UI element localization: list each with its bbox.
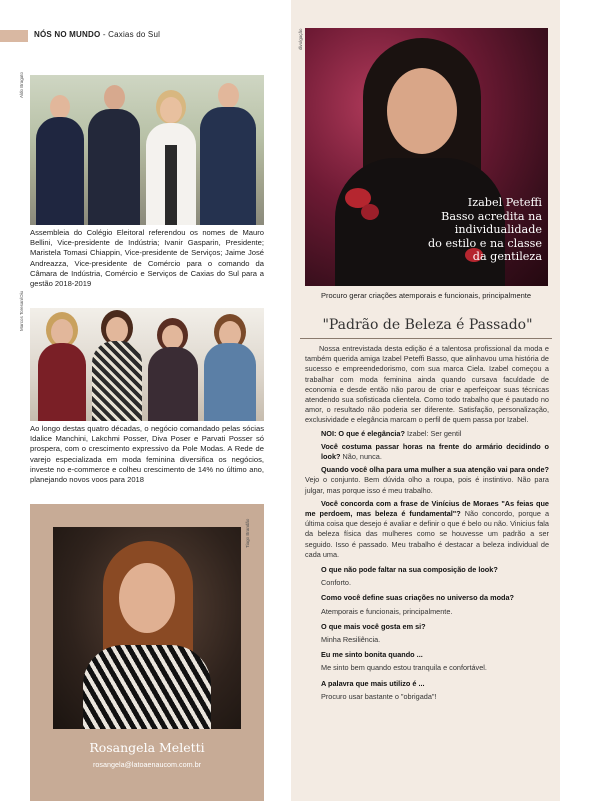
feature-photo-caption: Izabel Peteffi Basso acredita na individualidade do estilo e na classe da gentileza [428,196,542,263]
person-figure [146,97,196,225]
photo-credit: Tiago Brandão [245,518,250,548]
header-accent-bar [0,30,28,42]
section-city: Caxias do Sul [108,30,161,39]
person-figure [88,85,140,225]
interview-question: Como você define suas criações no universo da moda? [321,593,515,603]
person-figure [200,83,256,225]
interview-answer: Minha Resiliência. [321,635,381,645]
article-title: "Padrão de Beleza é Passado" [322,317,533,333]
interview-answer: Conforto. [321,578,352,588]
article-body [305,344,549,702]
interview-answer: Procuro usar bastante o "obrigada"! [321,691,437,701]
profile-name: Rosangela Meletti [89,740,205,755]
profile-photo [53,527,241,729]
photo-credit: divulgação [298,28,303,50]
person-figure [38,319,86,421]
interview-item: Você concorda com a frase de Vinícius de Moraes "As feias que me perdoem, mas beleza é fundamental"? Não concordo, porque a última coisa que desejo é avaliar e definir o que é belo ou não. Vinicius fala da beleza física das mulheres como se houvesse um padrão a ser seguido. Isso é passado. Meu trabalho é destacar a beleza individual de cada uma. [305,498,549,559]
interview-answer: Atemporais e funcionais, principalmente. [321,606,453,616]
section-header: NÓS NO MUNDO - Caxias do Sul [34,30,161,39]
photo-caption: Assembleia do Colégio Eleitoral referendou os nomes de Mauro Bellini, Vice-presidente de Indústria; Ivanir Gasparin, Presidente; Maristela Tomasi Chiappin, Vice-presidente de Serviços; Jaime José Andreazza, Vice-presidente de Comércio para o comando da Câmara de Indústria, Comércio e Serviços de Caxias do Sul para a gestão 2018-2019 [30,228,264,289]
interview-answer: Me sinto bem quando estou tranquila e confortável. [321,663,487,673]
person-figure [36,95,84,225]
article-intro: Nossa entrevistada desta edição é a talentosa profissional da moda e também querida amiga Izabel Peteffi Basso, que alinhavou uma história de sucesso e empreendedorismo, com sua marca Ciela. Izabel começou a trabalhar com moda feminina ainda quando cursava faculdade de economia e desde então não parou de criar e aperfeiçoar suas técnicas atendendo sua sofisticada clientela. Como todo trabalho que é pautado no amor, o resultado não poderia ser diferente. Satisfação, personalização, exclusividade e elegância marcam o perfil de quem passa por Izabel. [305,344,549,425]
photo-credit: Aldo Bragato [19,71,24,98]
interview-item: Você costuma passar horas na frente do armário decidindo o look? Não, nunca. [321,441,549,462]
interview-question: O que não pode faltar na sua composição de look? [321,565,498,575]
interview-item: NOI: O que é elegância? Izabel: Ser gentil [321,428,462,438]
photo-pole-modas [30,308,264,421]
interview-item: Quando você olha para uma mulher a sua atenção vai para onde? Vejo o conjunto. Bem dúvida olho a roupa, pois é instintivo. Não para julgar, mas porque isso é meu trabalho. [305,465,549,495]
interview-question: Eu me sinto bonita quando ... [321,650,423,660]
title-divider [300,338,552,339]
interview-question: A palavra que mais utilizo é ... [321,678,425,688]
interview-question: O que mais você gosta em si? [321,621,426,631]
profile-email[interactable]: rosangela@latoaenaucom.com.br [93,760,201,769]
person-figure [92,317,142,421]
person-figure [204,321,256,421]
photo-assembleia [30,75,264,225]
feature-caption: Procuro gerar criações atemporais e funcionais, principalmente [320,291,532,300]
photo-caption: Ao longo destas quatro décadas, o negócio comandado pelas sócias Idalice Manchini, Lakchmi Posser, Diva Poser e Parvati Posser só prospera, com o crescimento expressivo da Pole Modas. A Rede de varejo especializada em moda feminina diversifica os negócios, investe no e-commerce e colheu crescimento de 14% no último ano, planejando novos voos para 2018 [30,424,264,485]
photo-credit: Marcos Toresan/Oiu [19,290,24,331]
person-figure [148,325,198,421]
section-name: NÓS NO MUNDO [34,30,101,39]
